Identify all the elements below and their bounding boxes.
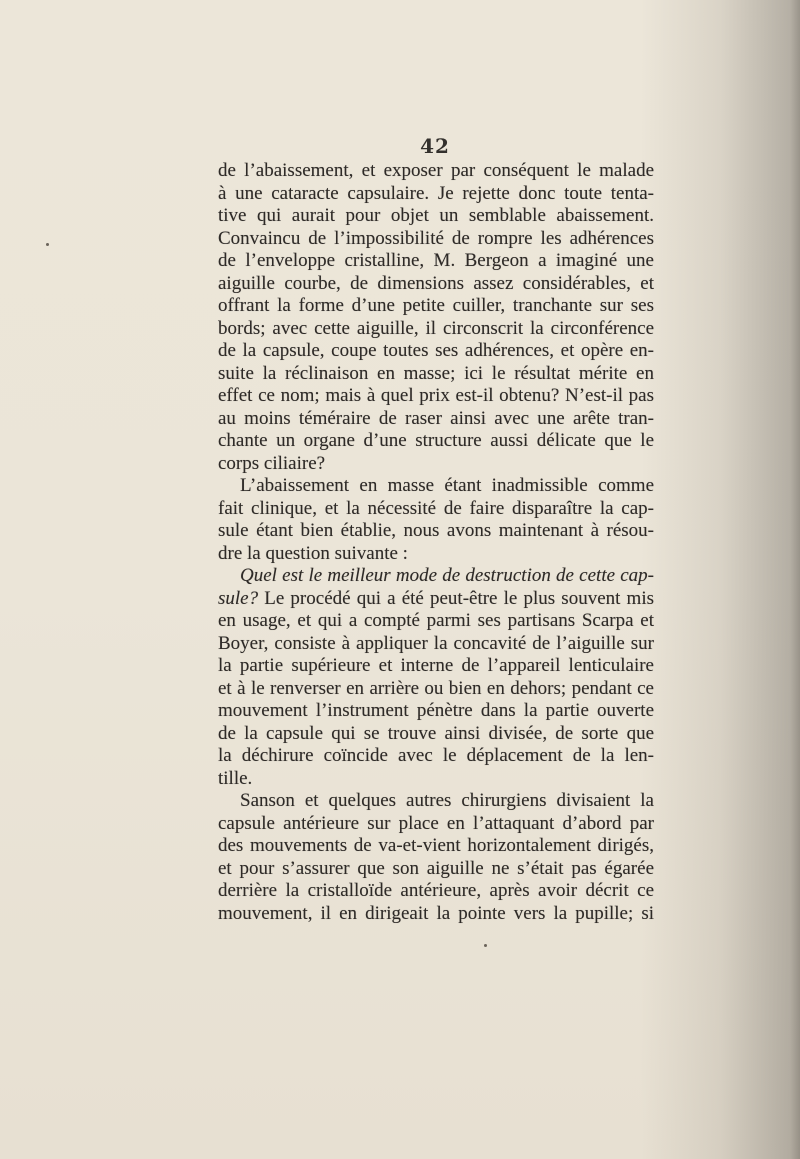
italic-phrase: Quel est le meilleur mode de destruction de cette cap- [240, 565, 654, 586]
text-line: suite la réclinaison en masse; ici le résultat mérite en [218, 362, 654, 384]
page-number: 42 [420, 134, 450, 158]
text-line: L’abaissement en masse étant inadmissible comme [240, 475, 654, 496]
text-line: corps ciliaire? [218, 452, 326, 474]
text-line: mouvement l’instrument pénètre dans la partie ouverte [218, 700, 654, 721]
text-line: de la capsule qui se trouve ainsi divisée, de sorte que [218, 722, 654, 744]
ink-speck [484, 944, 487, 947]
text-line: à une cataracte capsulaire. Je rejette donc toute tenta- [218, 182, 654, 204]
text-line: aiguille courbe, de dimensions assez considérables, et [218, 272, 654, 294]
text-line: la partie supérieure et interne de l’appareil lenticulaire [218, 655, 654, 676]
italic-phrase: sule? [218, 587, 259, 609]
text-line: offrant la forme d’une petite cuiller, tranchante sur ses [218, 295, 654, 316]
text-line: derrière la cristalloïde antérieure, après avoir décrit ce [218, 880, 654, 901]
text-line: de l’abaissement, et exposer par conséquent le malade [218, 160, 654, 181]
text-line: chante un organe d’une structure aussi délicate que le [218, 430, 654, 451]
text-line: la déchirure coïncide avec le déplacement de la len- [218, 745, 654, 766]
body-text [218, 160, 654, 925]
text-line: Convaincu de l’impossibilité de rompre les adhérences [218, 227, 654, 249]
text-line: et pour s’assurer que son aiguille ne s’était pas égarée [218, 857, 654, 879]
text-line: fait clinique, et la nécessité de faire disparaître la cap- [218, 497, 654, 519]
text-line: mouvement, il en dirigeait la pointe vers la pupille; si [218, 902, 654, 924]
text-line: et à le renverser en arrière ou bien en dehors; pendant ce [218, 677, 654, 699]
text-line: effet ce nom; mais à quel prix est-il obtenu? N’est-il pas [218, 385, 654, 406]
text-line: bords; avec cette aiguille, il circonscrit la circonférence [218, 317, 654, 339]
text-line: dre la question suivante : [218, 542, 408, 564]
text-line: de la capsule, coupe toutes ses adhérences, et opère en- [218, 340, 654, 361]
text-line: au moins téméraire de raser ainsi avec une arête tran- [218, 407, 654, 429]
text-line: Boyer, consiste à appliquer la concavité de l’aiguille sur [218, 632, 654, 654]
text-line [218, 565, 654, 588]
text-line: capsule antérieure sur place en l’attaquant d’abord par [218, 812, 654, 834]
text-line [218, 588, 654, 611]
line-text: Le procédé qui a été peut-être le plus souvent mis [258, 587, 654, 609]
text-line: tille. [218, 767, 253, 789]
text-line: des mouvements de va-et-vient horizontalement dirigés, [218, 835, 654, 856]
text-line: de l’enveloppe cristalline, M. Bergeon a imaginé une [218, 250, 654, 271]
ink-speck [46, 243, 49, 246]
text-line: tive qui aurait pour objet un semblable abaissement. [218, 205, 654, 226]
text-line: sule étant bien établie, nous avons maintenant à résou- [218, 520, 654, 541]
text-line: Sanson et quelques autres chirurgiens divisaient la [240, 790, 654, 811]
text-line: en usage, et qui a compté parmi ses partisans Scarpa et [218, 610, 654, 631]
